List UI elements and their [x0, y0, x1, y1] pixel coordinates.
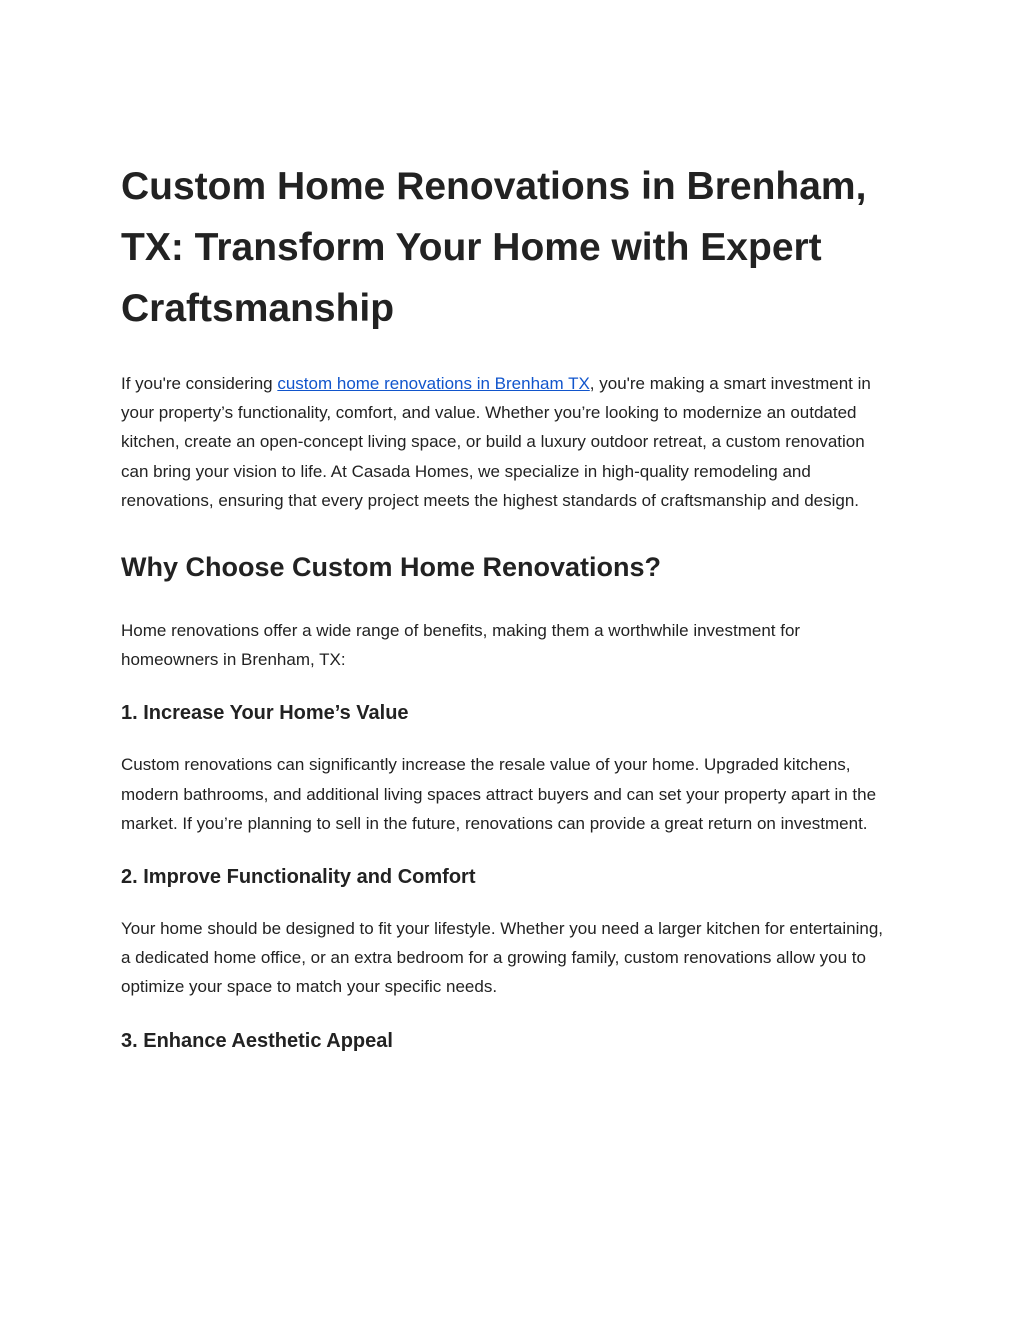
benefit-heading-value: 1. Increase Your Home’s Value: [121, 702, 409, 725]
intro-text-before-link: If you're considering: [121, 374, 278, 393]
benefit-paragraph-functionality: Your home should be designed to fit your lifestyle. Whether you need a larger kitchen for entertaining, a dedicated home office, or an extra bedroom for a growing family, custom renovations allow you to optimize your space to match your specific needs.: [121, 919, 883, 997]
benefit-paragraph-value: Custom renovations can significantly increase the resale value of your home. Upgraded kitchens, modern bathrooms, and additional living spaces attract buyers and can set your property apart in the market. If you’re planning to sell in the future, renovations can provide a great return on investment.: [121, 755, 877, 833]
benefit-heading-functionality: 2. Improve Functionality and Comfort: [121, 866, 476, 889]
benefit-heading-aesthetic: 3. Enhance Aesthetic Appeal: [121, 1029, 393, 1052]
document-page: [121, 156, 891, 1055]
page-title: Custom Home Renovations in Brenham, TX: Transform Your Home with Expert Craftsmanship: [121, 165, 867, 330]
intro-text-after-link: , you're making a smart investment in your property’s functionality, comfort, and value. Whether you’re looking to modernize an outdated kitchen, create an open-concept living space, or build a luxury outdoor retreat, a custom renovation can bring your vision to life. At Casada Homes, we specialize in high-quality remodeling and renovations, ensuring that every project meets the highest standards of craftsmanship and design.: [121, 374, 871, 510]
intro-paragraph: [121, 369, 891, 515]
renovations-link[interactable]: custom home renovations in Brenham TX: [277, 374, 590, 393]
section-why-paragraph: Home renovations offer a wide range of benefits, making them a worthwhile investment for homeowners in Brenham, TX:: [121, 621, 801, 670]
section-heading-why: Why Choose Custom Home Renovations?: [121, 552, 662, 583]
